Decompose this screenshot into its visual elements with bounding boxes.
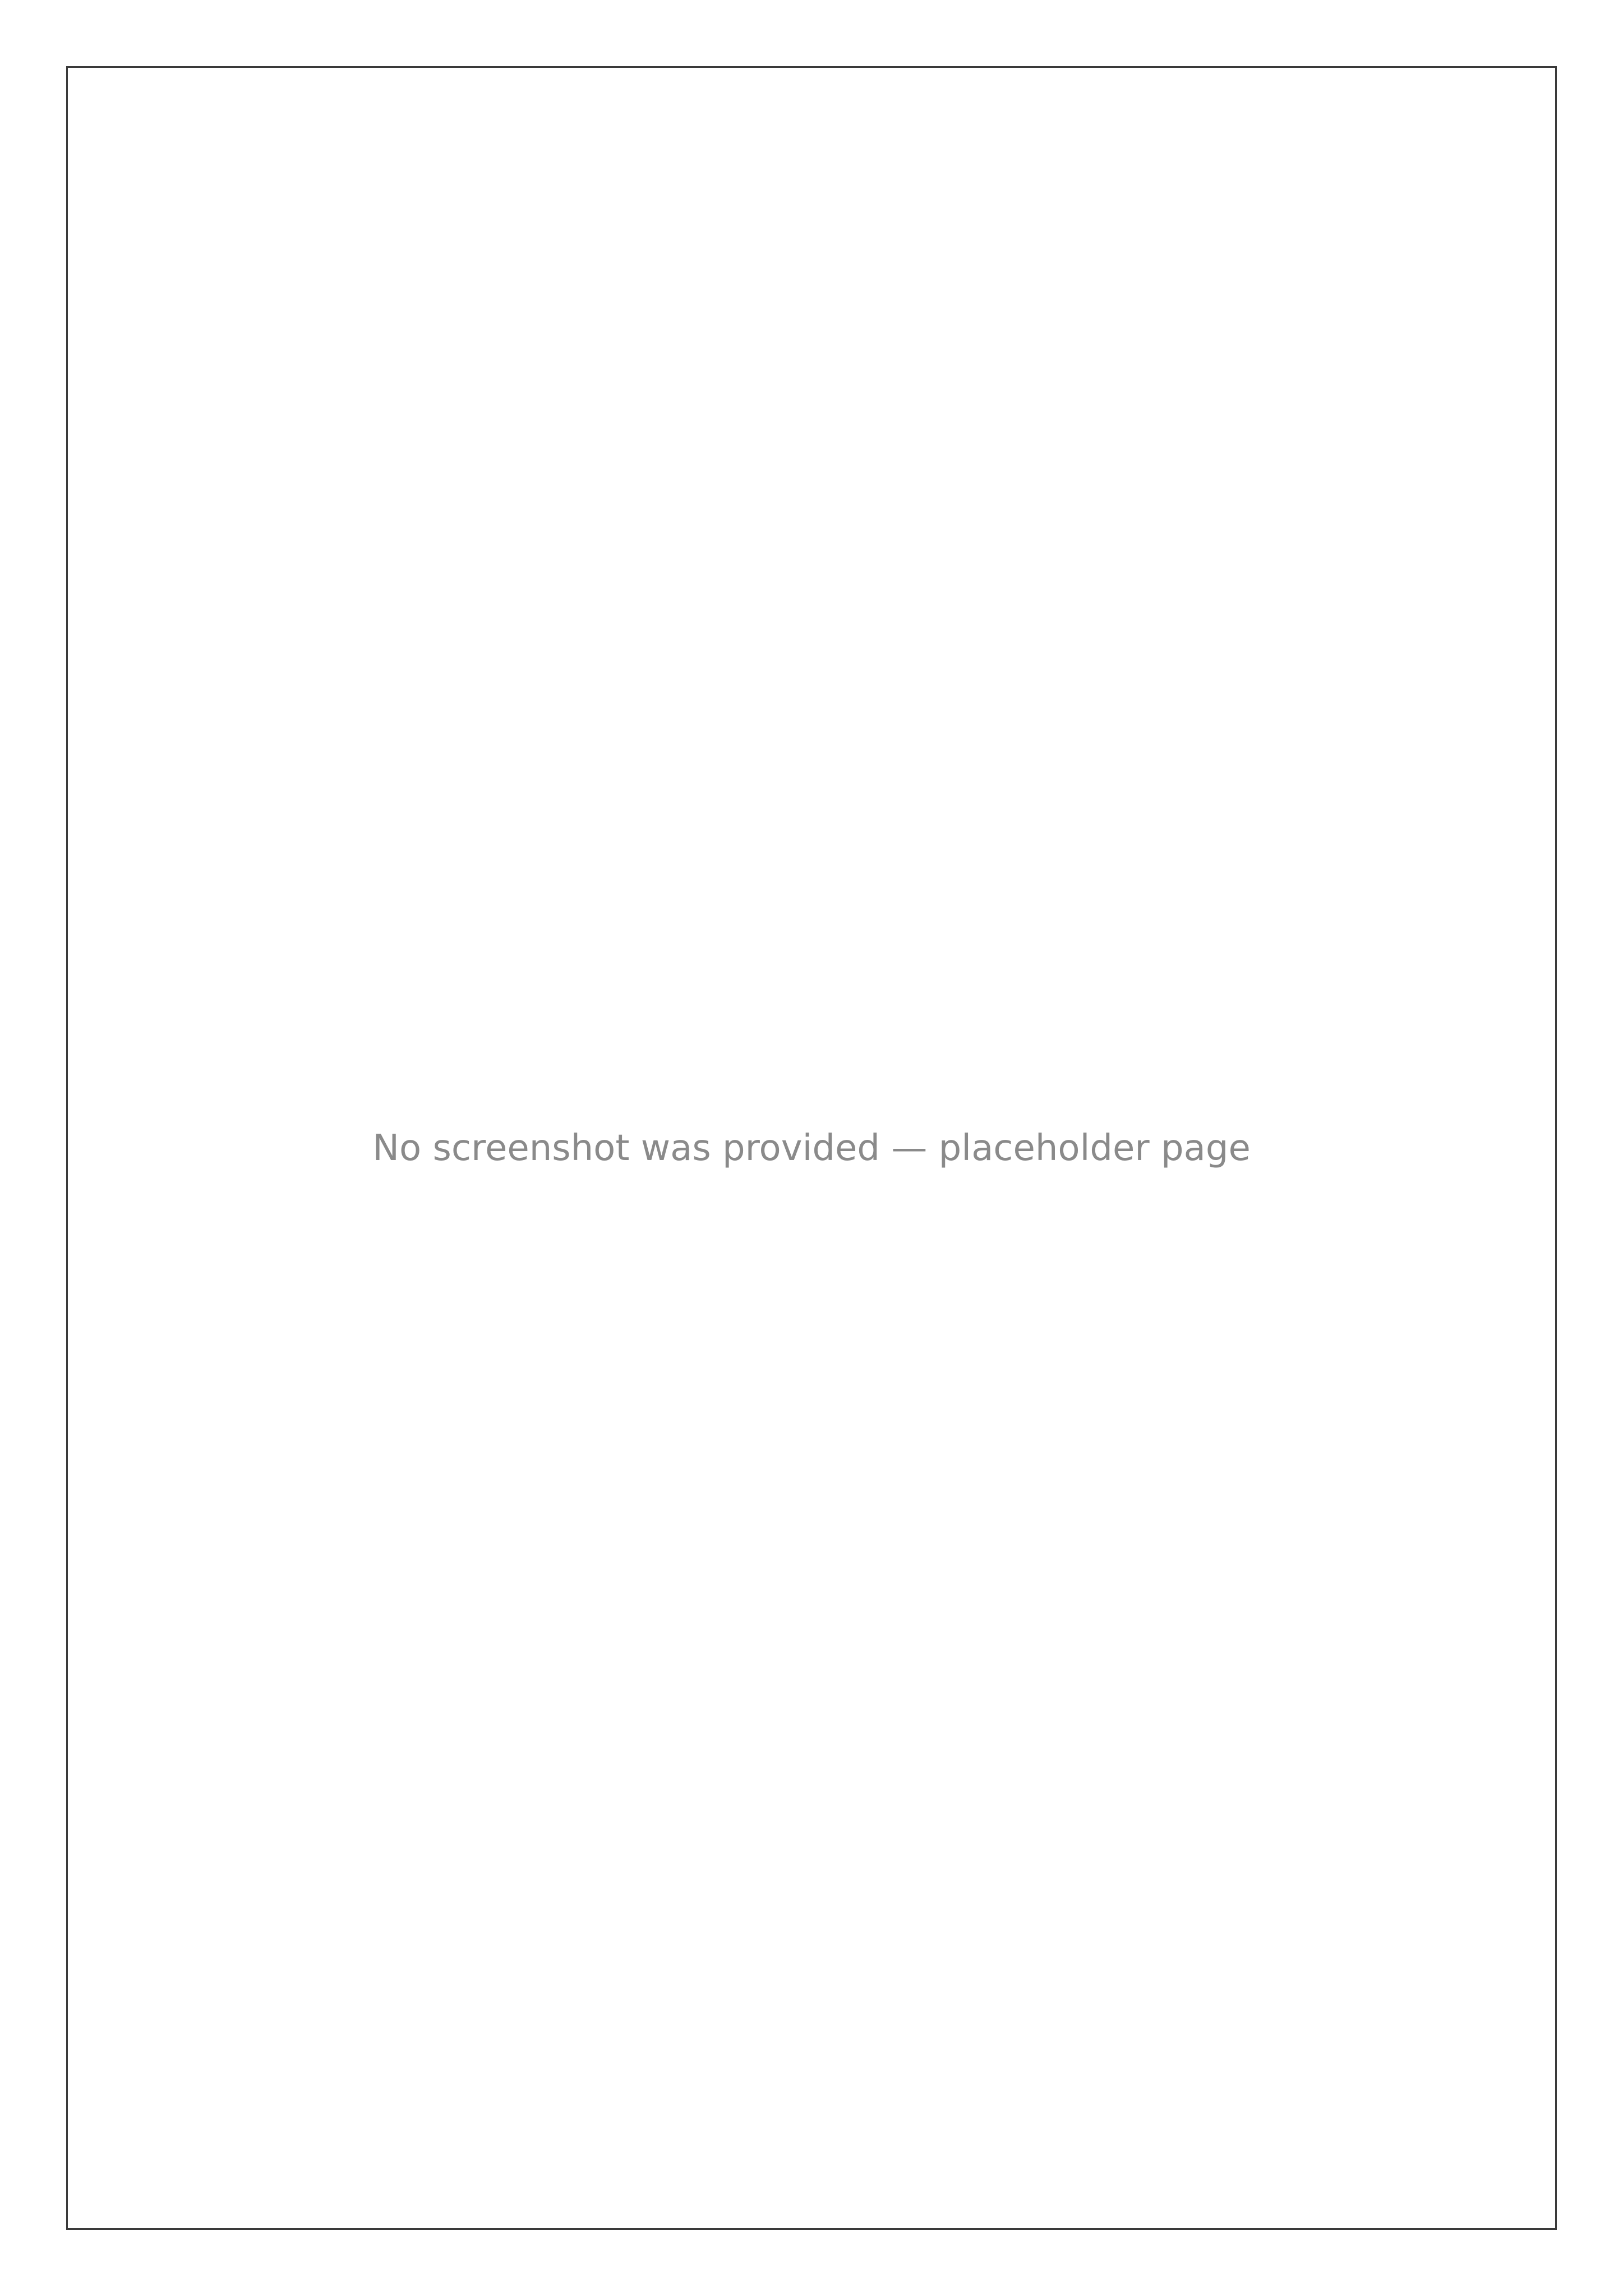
- page-frame: [66, 66, 1557, 2230]
- placeholder-notice: No screenshot was provided — placeholder page: [372, 1127, 1251, 1169]
